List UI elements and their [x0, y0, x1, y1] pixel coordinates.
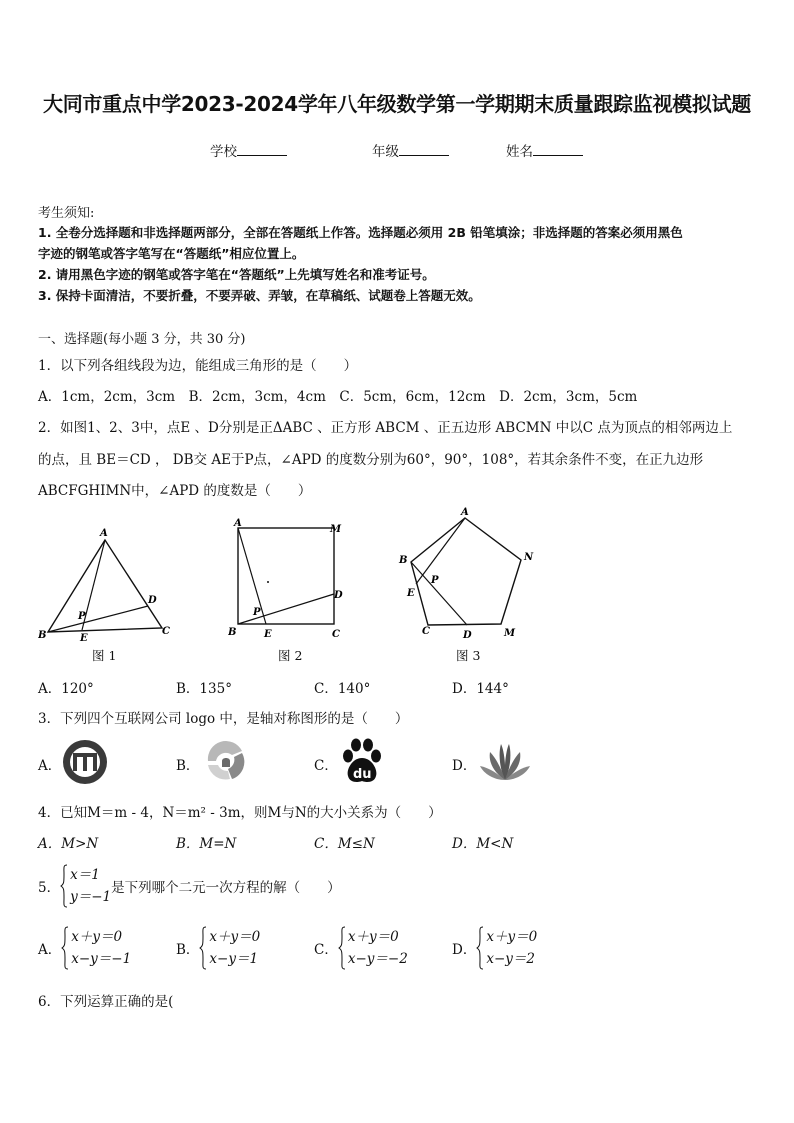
fig1-label-p: P [78, 611, 86, 622]
q5-option-a-label: A． [38, 942, 62, 958]
fig3-label-a: A [461, 507, 469, 518]
fig1-line-bd [48, 606, 148, 632]
grade-field [372, 140, 449, 160]
logo-c-icon [340, 736, 384, 786]
fig1-label-d: D [148, 595, 157, 606]
fig1-triangle-abc [48, 540, 162, 632]
figure-1-triangle [38, 500, 188, 645]
notice-line-2: 2. 请用黑色字迹的钢笔或答字笔在“答题纸”上先填写姓名和准考证号。 [38, 267, 435, 282]
fig3-pentagon-abcmn [411, 518, 521, 625]
fig2-label-c: C [332, 629, 340, 640]
q5-a-bottom: x−y＝−1 [71, 951, 132, 967]
q3-stem: 3．下列四个互联网公司 logo 中，是轴对称图形的是（ ） [38, 711, 409, 727]
q4-stem: 4．已知M＝m - 4，N＝m² - 3m，则M与N的大小关系为（ ） [38, 805, 442, 821]
fig2-label-b: B [228, 627, 237, 638]
q3-option-b: B． [176, 758, 200, 774]
fig3-label-e: E [407, 588, 415, 599]
fig3-label-p: P [431, 575, 439, 586]
q2-option-d: D．144° [452, 681, 509, 697]
fig3-caption: 图 3 [456, 648, 481, 663]
q5-a-top: x＋y＝0 [71, 929, 123, 945]
q3-option-d: D． [452, 758, 477, 774]
fig1-label-b: B [38, 630, 47, 641]
name-label: 姓名 [506, 144, 533, 160]
q5-c-brace-icon [338, 926, 346, 970]
q5-option-d-label: D． [452, 942, 477, 958]
q1-options: A．1cm，2cm，3cm B．2cm，3cm，4cm C．5cm，6cm，12cm D．2cm，3cm，5cm [38, 389, 638, 405]
fig3-label-n: N [524, 552, 534, 563]
school-blank [237, 141, 287, 156]
logo-b-icon [202, 739, 250, 785]
q4-option-a: A．M>N [38, 836, 99, 852]
q5-option-b-label: B． [176, 942, 200, 958]
fig3-line-ae [416, 518, 465, 584]
q5-prefix: 5． [38, 880, 61, 896]
q5-option-a [38, 926, 131, 970]
q5-option-c-label: C． [314, 942, 338, 958]
q5-system [60, 864, 111, 908]
figure-2-square [228, 515, 358, 645]
fig2-label-e: E [264, 629, 272, 640]
fig2-line-ae [238, 528, 266, 624]
q5-c-top: x＋y＝0 [347, 929, 399, 945]
fig3-label-d: D [463, 630, 472, 641]
fig1-label-c: C [162, 626, 170, 637]
q5-brace-icon [60, 864, 68, 908]
name-field [506, 140, 583, 160]
q5-option-b [176, 926, 260, 970]
fig3-label-c: C [422, 626, 430, 637]
fig1-label-a: A [100, 528, 108, 539]
q5-d-brace-icon [476, 926, 484, 970]
q4-option-b: B．M=N [176, 836, 237, 852]
school-field [210, 140, 287, 160]
fig3-label-m: M [504, 628, 516, 639]
q5-option-c-system [338, 926, 408, 970]
q5-option-a-system [61, 926, 131, 970]
fig2-dot [267, 581, 269, 583]
notice-heading: 考生须知: [38, 206, 95, 221]
q5-b-top: x＋y＝0 [209, 929, 261, 945]
grade-label: 年级 [372, 144, 399, 160]
q4-option-d: D．M<N [452, 836, 514, 852]
section-heading: 一、选择题(每小题 3 分，共 30 分) [38, 332, 246, 347]
school-label: 学校 [210, 144, 237, 160]
fig2-label-d: D [334, 590, 343, 601]
fig1-label-e: E [80, 633, 88, 644]
fig2-label-p: P [253, 607, 261, 618]
q5-d-bottom: x−y＝2 [486, 951, 535, 967]
q5-b-bottom: x−y＝1 [209, 951, 259, 967]
q5-option-d [452, 926, 537, 970]
q6-stem: 6．下列运算正确的是( [38, 994, 174, 1010]
q5-option-b-system [199, 926, 260, 970]
q2-option-c: C．140° [314, 681, 371, 697]
logo-c-text: du [353, 767, 372, 782]
page-title: 大同市重点中学2023-2024学年八年级数学第一学期期末质量跟踪监视模拟试题 [43, 92, 751, 116]
q5-option-d-system [476, 926, 537, 970]
q2-option-b: B．135° [176, 681, 232, 697]
fig1-caption: 图 1 [92, 648, 117, 663]
q5-option-c [314, 926, 408, 970]
fig3-label-b: B [399, 555, 408, 566]
q5-c-bottom: x−y＝−2 [347, 951, 408, 967]
notice-line-1: 1. 全卷分选择题和非选择题两部分，全部在答题纸上作答。选择题必须用 2B 铅笔填涂；非选择题的答案必须用黑色 [38, 225, 683, 240]
q2-line-1: 2．如图1、2、3中，点E 、D分别是正ΔABC 、正方形 ABCM 、正五边形 ABCMN 中以C 点为顶点的相邻两边上 [38, 420, 733, 436]
q5-a-brace-icon [61, 926, 69, 970]
fig2-caption: 图 2 [278, 648, 303, 663]
q2-line-3: ABCFGHIMN中，∠APD 的度数是（ ） [38, 483, 312, 499]
logo-a-icon [62, 739, 108, 785]
q5-stem [38, 864, 341, 908]
q1-stem: 1．以下列各组线段为边，能组成三角形的是（ ） [38, 358, 358, 374]
q5-stem-rest: 是下列哪个二元一次方程的解（ ） [111, 880, 341, 896]
notice-line-1b: 字迹的钢笔或答字笔写在“答题纸”相应位置上。 [38, 246, 305, 261]
q5-sys-top: x＝1 [70, 867, 100, 883]
fig2-label-a: A [234, 518, 242, 529]
q4-option-c: C．M≤N [314, 836, 375, 852]
q2-option-a: A．120° [38, 681, 94, 697]
logo-d-icon [478, 740, 532, 784]
q3-option-a: A． [38, 758, 62, 774]
q5-sys-bottom: y＝−1 [70, 889, 112, 905]
grade-blank [399, 141, 449, 156]
q5-d-top: x＋y＝0 [486, 929, 538, 945]
q3-option-c: C． [314, 758, 338, 774]
fig2-label-m: M [330, 524, 342, 535]
figure-3-pentagon [395, 502, 545, 645]
name-blank [533, 141, 583, 156]
q5-b-brace-icon [199, 926, 207, 970]
notice-line-3: 3. 保持卡面清洁，不要折叠，不要弄破、弄皱，在草稿纸、试题卷上答题无效。 [38, 288, 481, 303]
q2-line-2: 的点，且 BE＝CD ， DB交 AE于P点，∠APD 的度数分别为60°，90°，108°，若其余条件不变，在正九边形 [38, 452, 704, 468]
